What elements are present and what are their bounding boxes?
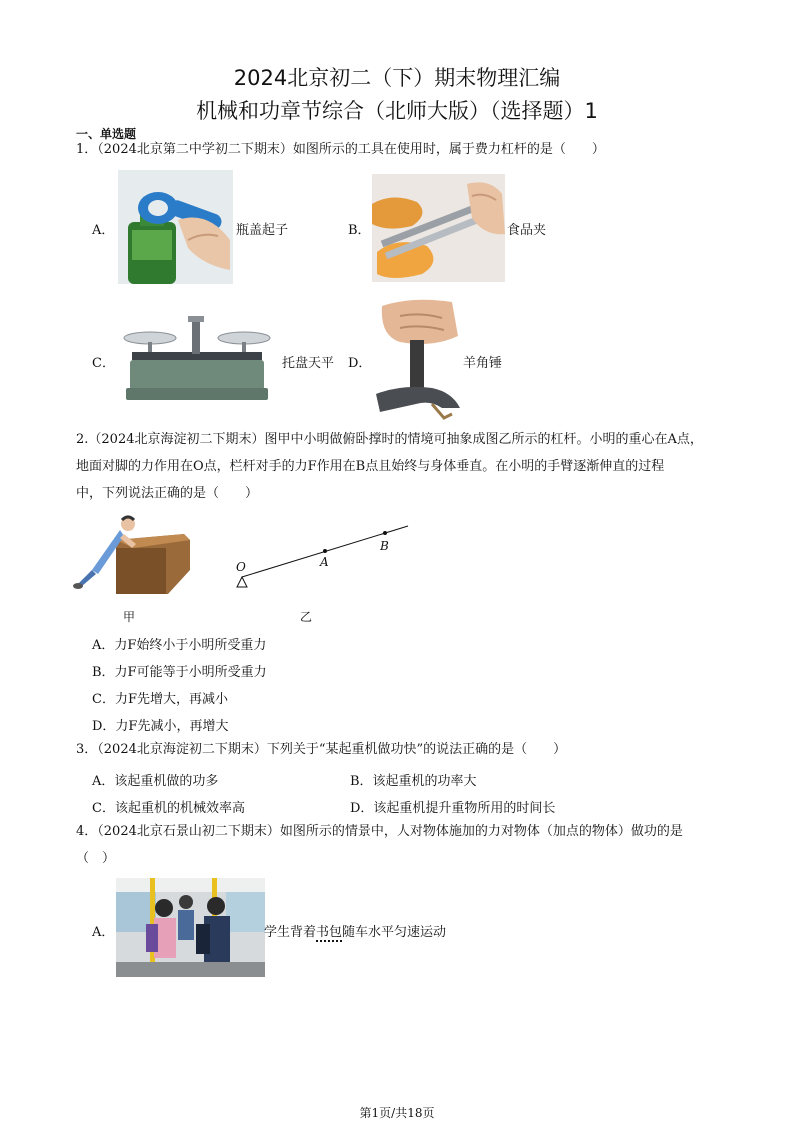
q1-option-d-letter: D． xyxy=(348,356,372,371)
q3-option-b: B．该起重机的功率大 xyxy=(350,774,477,789)
bus-students-icon xyxy=(116,878,265,977)
question-3-stem: 3．（2024北京海淀初二下期末）下列关于“某起重机做功快”的说法正确的是（ ） xyxy=(76,742,567,757)
food-tongs-icon xyxy=(372,174,505,282)
point-b-label: B xyxy=(380,539,389,553)
question-1-stem: 1．（2024北京第二中学初二下期末）如图所示的工具在使用时，属于费力杠杆的是（ ） xyxy=(76,142,605,157)
q2-option-d: D．力F先减小，再增大 xyxy=(92,719,229,734)
fulcrum-triangle xyxy=(237,577,247,587)
q2-option-b: B．力F可能等于小明所受重力 xyxy=(92,665,267,680)
point-b-dot xyxy=(383,531,387,535)
question-2-stem-line2: 地面对脚的力作用在O点，栏杆对手的力F作用在B点且始终与身体垂直。在小明的手臂逐渐伸直的过程 xyxy=(76,459,665,474)
point-a-label: A xyxy=(320,555,329,569)
question-2-stem-line1: 2.（2024北京海淀初二下期末）图甲中小明做俯卧撑时的情境可抽象成图乙所示的杠杆。小明的重心在A点， xyxy=(76,432,703,447)
q4-option-a-pre: 学生背着 xyxy=(264,925,317,940)
figure-jia-caption: 甲 xyxy=(123,610,136,624)
q1-option-d-label: 羊角锤 xyxy=(463,356,503,371)
document-title-line2: 机械和功章节综合（北师大版）（选择题）1 xyxy=(196,99,598,123)
q1-option-b-label: 食品夹 xyxy=(507,223,547,238)
q3-option-c: C．该起重机的机械效率高 xyxy=(92,801,245,816)
point-o-label: O xyxy=(236,560,246,574)
q2-option-a: A．力F始终小于小明所受重力 xyxy=(92,638,267,653)
section-heading: 一、单选题 xyxy=(76,127,137,141)
q2-option-c: C．力F先增大，再减小 xyxy=(92,692,228,707)
q3-option-a: A．该起重机做的功多 xyxy=(92,774,219,789)
question-4-stem-line2: （ ） xyxy=(76,851,116,866)
q1-option-c-letter: C． xyxy=(92,356,115,371)
pushup-figure-icon xyxy=(72,514,194,600)
point-a-dot xyxy=(323,549,327,553)
q1-option-c-label: 托盘天平 xyxy=(282,356,335,371)
q1-option-b-letter: B． xyxy=(348,223,371,238)
q4-option-a-post: 随车水平匀速运动 xyxy=(342,925,447,940)
balance-scale-icon xyxy=(122,316,272,403)
question-4-stem-line1: 4．（2024北京石景山初二下期末）如图所示的情景中，人对物体施加的力对物体（加点的物体）做功的是 xyxy=(76,824,683,839)
q4-option-a-letter: A． xyxy=(92,925,115,940)
figure-yi-caption: 乙 xyxy=(300,610,313,624)
q1-option-a-letter: A． xyxy=(92,223,115,238)
question-2-stem-line3: 中，下列说法正确的是（ ） xyxy=(76,486,259,501)
q3-option-d: D．该起重机提升重物所用的时间长 xyxy=(350,801,556,816)
q1-option-a-label: 瓶盖起子 xyxy=(236,223,289,238)
document-title-line1: 2024北京初二（下）期末物理汇编 xyxy=(233,66,561,90)
claw-hammer-icon xyxy=(372,296,462,422)
q4-option-a-emphasized-object: 书包 xyxy=(316,925,343,940)
q4-option-a-text xyxy=(264,921,446,940)
bottle-opener-icon xyxy=(118,170,233,284)
page-number: 第1页/共18页 xyxy=(359,1106,435,1120)
